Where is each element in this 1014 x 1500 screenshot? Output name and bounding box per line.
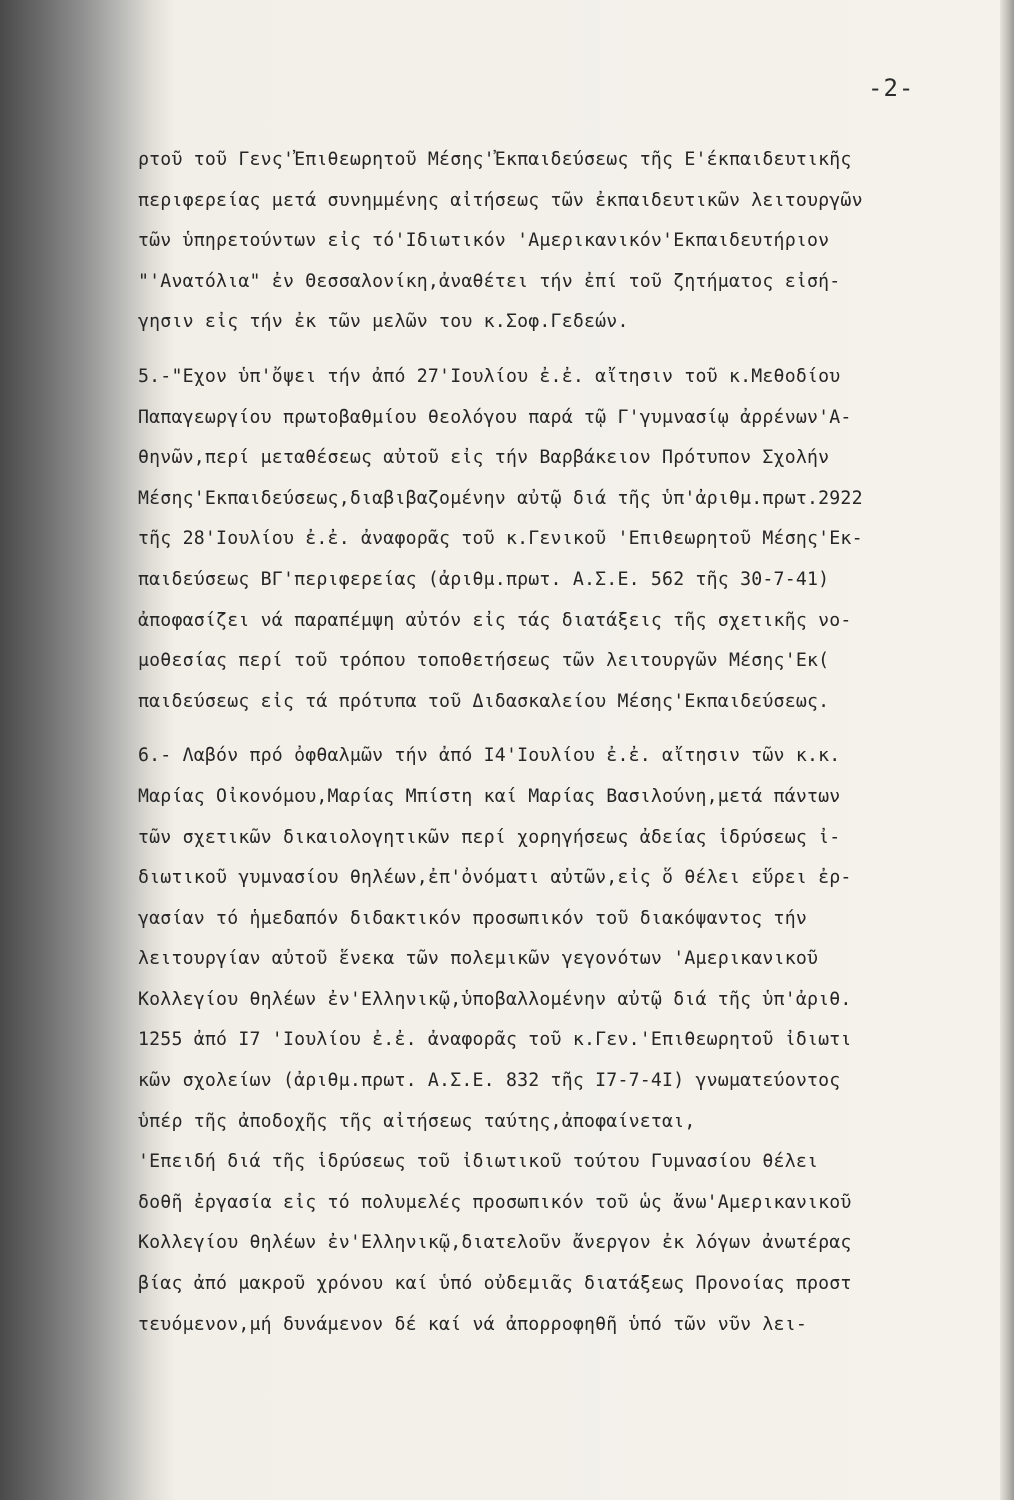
text-line: Παπαγεωργίου πρωτοβαθμίου θεολόγου παρά τῷ Γ'γυμνασίῳ ἀρρένων'Α- <box>138 406 852 428</box>
text-line: ρτοῦ τοῦ Γενς'Ἐπιθεωρητοῦ Μέσης'Ἐκπαιδεύσεως τῆς Ε'έκπαιδευτικῆς <box>138 149 852 170</box>
text-line: δοθῆ ἐργασία εἰς τό πολυμελές προσωπικόν τοῦ ὡς ἄνω'Αμερικανικοῦ <box>138 1191 852 1213</box>
text-line: μοθεσίας περί τοῦ τρόπου τοποθετήσεως τῶν λειτουργῶν Μέσης'Εκ( <box>138 650 830 672</box>
page-number: -2- <box>868 74 915 102</box>
text-line: ὑπέρ τῆς ἀποδοχῆς τῆς αἰτήσεως ταύτης,ἀποφαίνεται, <box>138 1110 696 1132</box>
text-line: τευόμενον,μή δυνάμενον δέ καί νά ἀπορροφηθῆ ὑπό τῶν νῦν λει- <box>138 1313 807 1335</box>
text-line: 5.-"Εχον ὑπ'ὄψει τήν ἀπό 27'Ιουλίου ἐ.ἐ. αἴτησιν τοῦ κ.Μεθοδίου <box>138 365 841 387</box>
text-line: παιδεύσεως εἰς τά πρότυπα τοῦ Διδασκαλείου Μέσης'Εκπαιδεύσεως. <box>138 690 830 712</box>
text-line: βίας ἀπό μακροῦ χρόνου καί ὑπό οὐδεμιᾶς διατάξεως Προνοίας προστ <box>138 1273 852 1295</box>
text-line: γασίαν τό ἡμεδαπόν διδακτικόν προσωπικόν τοῦ διακόψαντος τήν <box>138 907 807 929</box>
page-edge-shadow <box>1000 0 1014 1500</box>
text-line: "'Ανατόλια" ἐν Θεσσαλονίκη,ἀναθέτει τήν ἐπί τοῦ ζητήματος εἰσή- <box>138 270 841 292</box>
document-body <box>138 140 1000 1345</box>
text-line: Κολλεγίου θηλέων ἐν'Ελληνικῷ,διατελοῦν ἄνεργον ἐκ λόγων ἀνωτέρας <box>138 1232 852 1254</box>
text-line: ἀποφασίζει νά παραπέμψη αὐτόν εἰς τάς διατάξεις τῆς σχετικῆς νο- <box>138 609 852 631</box>
text-line: κῶν σχολείων (ἀριθμ.πρωτ. Α.Σ.Ε. 832 τῆς Ι7-7-4Ι) γνωματεύοντος <box>138 1070 841 1092</box>
text-line: τῆς 28'Ιουλίου ἐ.ἐ. ἀναφορᾶς τοῦ κ.Γενικοῦ 'Επιθεωρητοῦ Μέσης'Εκ- <box>138 528 863 550</box>
text-line: θηνῶν,περί μεταθέσεως αὐτοῦ εἰς τήν Βαρβάκειον Πρότυπον Σχολήν <box>138 447 830 469</box>
text-line: 6.- Λαβόν πρό ὀφθαλμῶν τήν ἀπό Ι4'Ιουλίου ἐ.ἐ. αἴτησιν τῶν κ.κ. <box>138 745 841 767</box>
text-line: παιδεύσεως ΒΓ'περιφερείας (ἀριθμ.πρωτ. Α.Σ.Ε. 562 τῆς 30-7-41) <box>138 568 830 590</box>
paragraph-gap <box>138 722 1000 736</box>
text-line: διωτικοῦ γυμνασίου θηλέων,ἐπ'ὀνόματι αὐτῶν,εἰς ὅ θέλει εὕρει ἐρ- <box>138 867 852 889</box>
text-line: λειτουργίαν αὐτοῦ ἕνεκα τῶν πολεμικῶν γεγονότων 'Αμερικανικοῦ <box>138 948 819 970</box>
text-line: τῶν ὑπηρετούντων εἰς τό'Ιδιωτικόν 'Αμερικανικόν'Εκπαιδευτήριον <box>138 230 830 252</box>
text-line: τῶν σχετικῶν δικαιολογητικῶν περί χορηγήσεως ἀδείας ἱδρύσεως ἰ- <box>138 826 841 848</box>
text-line: 'Επειδή διά τῆς ἱδρύσεως τοῦ ἰδιωτικοῦ τούτου Γυμνασίου θέλει <box>138 1151 819 1173</box>
text-line: Μαρίας Οἰκονόμου,Μαρίας Μπίστη καί Μαρίας Βασιλούνη,μετά πάντων <box>138 785 841 807</box>
text-line: περιφερείας μετά συνημμένης αἰτήσεως τῶν ἐκπαιδευτικῶν λειτουργῶν <box>138 189 863 211</box>
text-line: Κολλεγίου θηλέων ἐν'Ελληνικῷ,ὑποβαλλομένην αὐτῷ διά τῆς ὑπ'ἀριθ. <box>138 988 852 1010</box>
paragraph-gap <box>138 343 1000 357</box>
text-line: 1255 ἀπό Ι7 'Ιουλίου ἐ.ἐ. ἀναφορᾶς τοῦ κ.Γεν.'Επιθεωρητοῦ ἰδιωτι <box>138 1029 852 1051</box>
text-line: Μέσης'Εκπαιδεύσεως,διαβιβαζομένην αὐτῷ διά τῆς ὑπ'ἀριθμ.πρωτ.2922 <box>138 487 863 509</box>
text-line: γησιν εἰς τήν ἐκ τῶν μελῶν του κ.Σοφ.Γεδεών. <box>138 311 629 333</box>
